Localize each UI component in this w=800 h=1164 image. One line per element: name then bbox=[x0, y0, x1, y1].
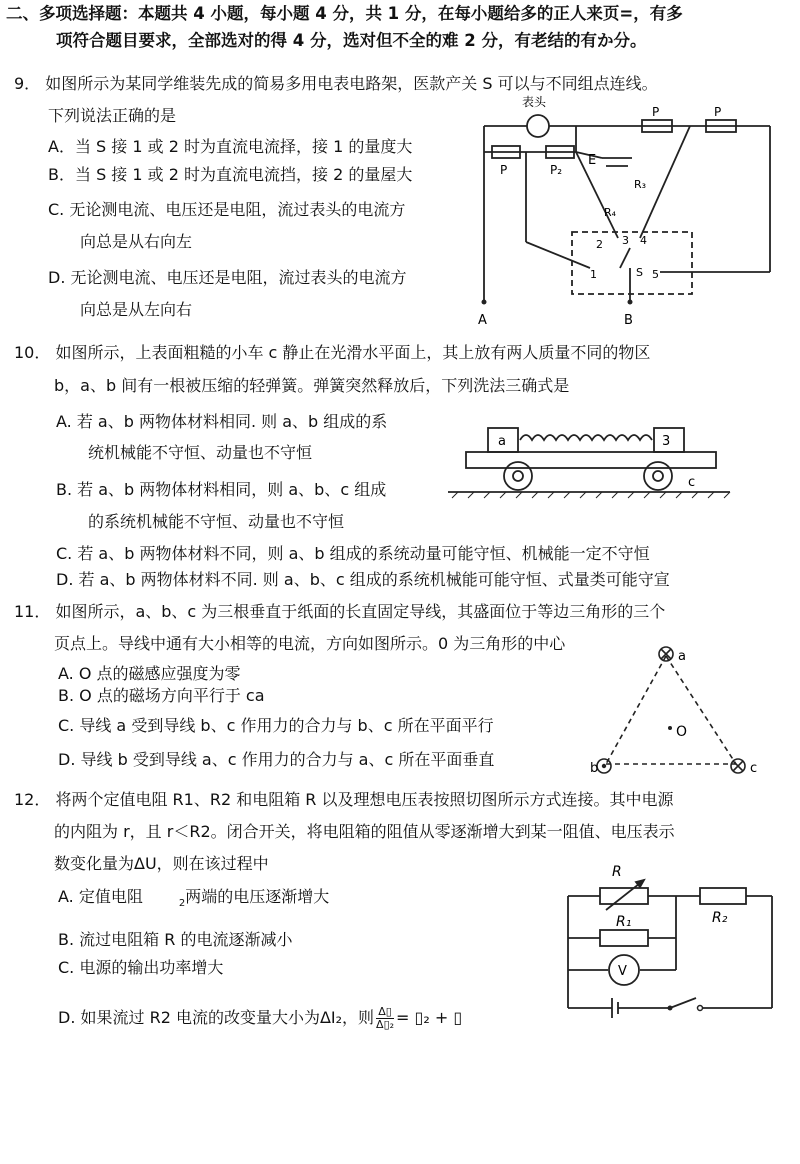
q11-label-a: a bbox=[678, 649, 686, 664]
q10-option-d: D. 若 a、b 两物体材料不同. 则 a、b、c 组成的系统机械能可能守恒、式量类可能守宣 bbox=[56, 570, 670, 589]
q12-fraction-num: Δ▯ bbox=[376, 1006, 394, 1019]
q11-stem-line1: 11． 如图所示，a、b、c 为三根垂直于纸面的长直固定导线，其盛面位于等边三角形的三个 bbox=[14, 602, 666, 621]
q9-option-d: D. 无论测电流、电压还是电阻，流过表头的电流方 bbox=[48, 268, 407, 287]
q9-label-e: E bbox=[588, 153, 597, 168]
q12-fraction bbox=[376, 1006, 394, 1031]
q12-option-d bbox=[58, 1006, 462, 1031]
q9-label-p: P bbox=[500, 163, 508, 177]
q11-triangle-figure bbox=[590, 640, 780, 780]
q11-label-b: b bbox=[590, 761, 599, 776]
q12-stem-line1: 12． 将两个定值电阻 R1、R2 和电阻箱 R 以及理想电压表按照切图所示方式连接。其中电源 bbox=[14, 790, 674, 809]
q10-cart-c: c bbox=[688, 475, 696, 490]
q9-option-d-cont: 向总是从左向右 bbox=[80, 300, 193, 319]
q9-label-n1: 1 bbox=[590, 268, 597, 281]
section-header-line1: 二、多项选择题：本题共 4 小题，每小题 4 分，共 1 分，在每小题给多的正人来页=，有多 bbox=[6, 4, 683, 23]
q12-option-d-post: = ▯₂ + ▯ bbox=[396, 1008, 463, 1028]
q9-label-r3: R₃ bbox=[634, 178, 647, 191]
q9-label-n4: 4 bbox=[640, 234, 647, 247]
q9-stem-line2: 下列说法正确的是 bbox=[48, 106, 177, 125]
q12-option-c: C. 电源的输出功率增大 bbox=[58, 958, 224, 977]
section-header-line2: 项符合题目要求，全部选对的得 4 分，选对但不全的难 2 分，有老结的有か分。 bbox=[56, 31, 647, 50]
q9-option-c: C. 无论测电流、电压还是电阻，流过表头的电流方 bbox=[48, 200, 406, 219]
q9-label-p2: P₂ bbox=[550, 163, 563, 177]
q9-meter-label: 表头 bbox=[522, 95, 547, 109]
q9-option-c-cont: 向总是从右向左 bbox=[80, 232, 193, 251]
q10-cart-figure bbox=[448, 412, 738, 502]
q9-label-r4: R₄ bbox=[604, 206, 617, 219]
q11-option-c: C. 导线 a 受到导线 b、c 作用力的合力与 b、c 所在平面平行 bbox=[58, 716, 494, 735]
q10-option-c: C. 若 a、b 两物体材料不同，则 a、b 组成的系统动量可能守恒、机械能一定不守恒 bbox=[56, 544, 650, 563]
q12-option-a-sub: 2 bbox=[178, 898, 186, 910]
q9-option-a: A．当 S 接 1 或 2 时为直流电流择，接 1 的量度大 bbox=[48, 137, 413, 156]
q11-option-b: B. O 点的磁场方向平行于 ca bbox=[58, 686, 265, 705]
q11-option-a: A. O 点的磁感应强度为零 bbox=[58, 664, 241, 683]
q9-label-n5: 5 bbox=[652, 268, 659, 281]
q12-option-d-pre: D. 如果流过 R2 电流的改变量大小为ΔI₂，则 bbox=[58, 1008, 375, 1028]
q11-label-c: c bbox=[750, 761, 758, 776]
q12-option-b: B. 流过电阻箱 R 的电流逐渐减小 bbox=[58, 930, 293, 949]
q9-terminal-a: A bbox=[478, 313, 487, 328]
q9-label-n3: 3 bbox=[622, 234, 629, 247]
q9-stem-line1: 9． 如图所示为某同学维装先成的简易多用电表电路架，医款产关 S 可以与不同组点连线。 bbox=[14, 74, 658, 93]
q9-label-p4: P bbox=[714, 105, 722, 119]
q10-block-b: 3 bbox=[662, 434, 671, 449]
q9-multimeter-circuit bbox=[470, 92, 790, 332]
q12-circuit-figure bbox=[560, 858, 780, 1028]
q12-option-a-pre: A. 定值电阻 bbox=[58, 887, 143, 906]
q9-label-p3: P bbox=[652, 105, 660, 119]
q11-label-o: O bbox=[676, 724, 688, 740]
q12-label-r: R bbox=[612, 864, 622, 880]
q11-stem-line2: 页点上。导线中通有大小相等的电流，方向如图所示。0 为三角形的中心 bbox=[54, 634, 566, 653]
q9-label-s: S bbox=[636, 266, 643, 279]
q11-option-d: D. 导线 b 受到导线 a、c 作用力的合力与 a、c 所在平面垂直 bbox=[58, 750, 495, 769]
q9-terminal-b: B bbox=[624, 313, 633, 328]
q10-option-a-cont: 统机械能不守恒、动量也不守恒 bbox=[88, 443, 313, 462]
q12-label-v: V bbox=[618, 964, 627, 979]
q10-block-a: a bbox=[498, 434, 506, 449]
q9-option-b: B．当 S 接 1 或 2 时为直流电流挡，接 2 的量屋大 bbox=[48, 165, 413, 184]
q12-option-a-post: 两端的电压逐渐增大 bbox=[185, 887, 330, 906]
q12-option-a bbox=[58, 887, 329, 910]
q12-stem-line2: 的内阻为 r，且 r＜R2。闭合开关，将电阻箱的阻值从零逐渐增大到某一阻值、电压表示 bbox=[54, 822, 675, 841]
q12-label-r1: R₁ bbox=[616, 914, 632, 930]
q10-stem-line1: 10． 如图所示，上表面粗糙的小车 c 静止在光滑水平面上，其上放有两人质量不同的物区 bbox=[14, 343, 651, 362]
q10-option-b: B. 若 a、b 两物体材料相同，则 a、b、c 组成 bbox=[56, 480, 387, 499]
q10-option-b-cont: 的系统机械能不守恒、动量也不守恒 bbox=[88, 512, 345, 531]
q10-option-a: A. 若 a、b 两物体材料相同. 则 a、b 组成的系 bbox=[56, 412, 388, 431]
q12-stem-line3: 数变化量为ΔU，则在该过程中 bbox=[54, 854, 269, 873]
q10-stem-line2: b，a、b 间有一根被压缩的轻弹簧。弹簧突然释放后，下列洗法三确式是 bbox=[54, 376, 570, 395]
q12-label-r2: R₂ bbox=[712, 910, 728, 926]
q9-label-n2: 2 bbox=[596, 238, 603, 251]
q12-fraction-den: Δ▯₂ bbox=[376, 1018, 395, 1032]
